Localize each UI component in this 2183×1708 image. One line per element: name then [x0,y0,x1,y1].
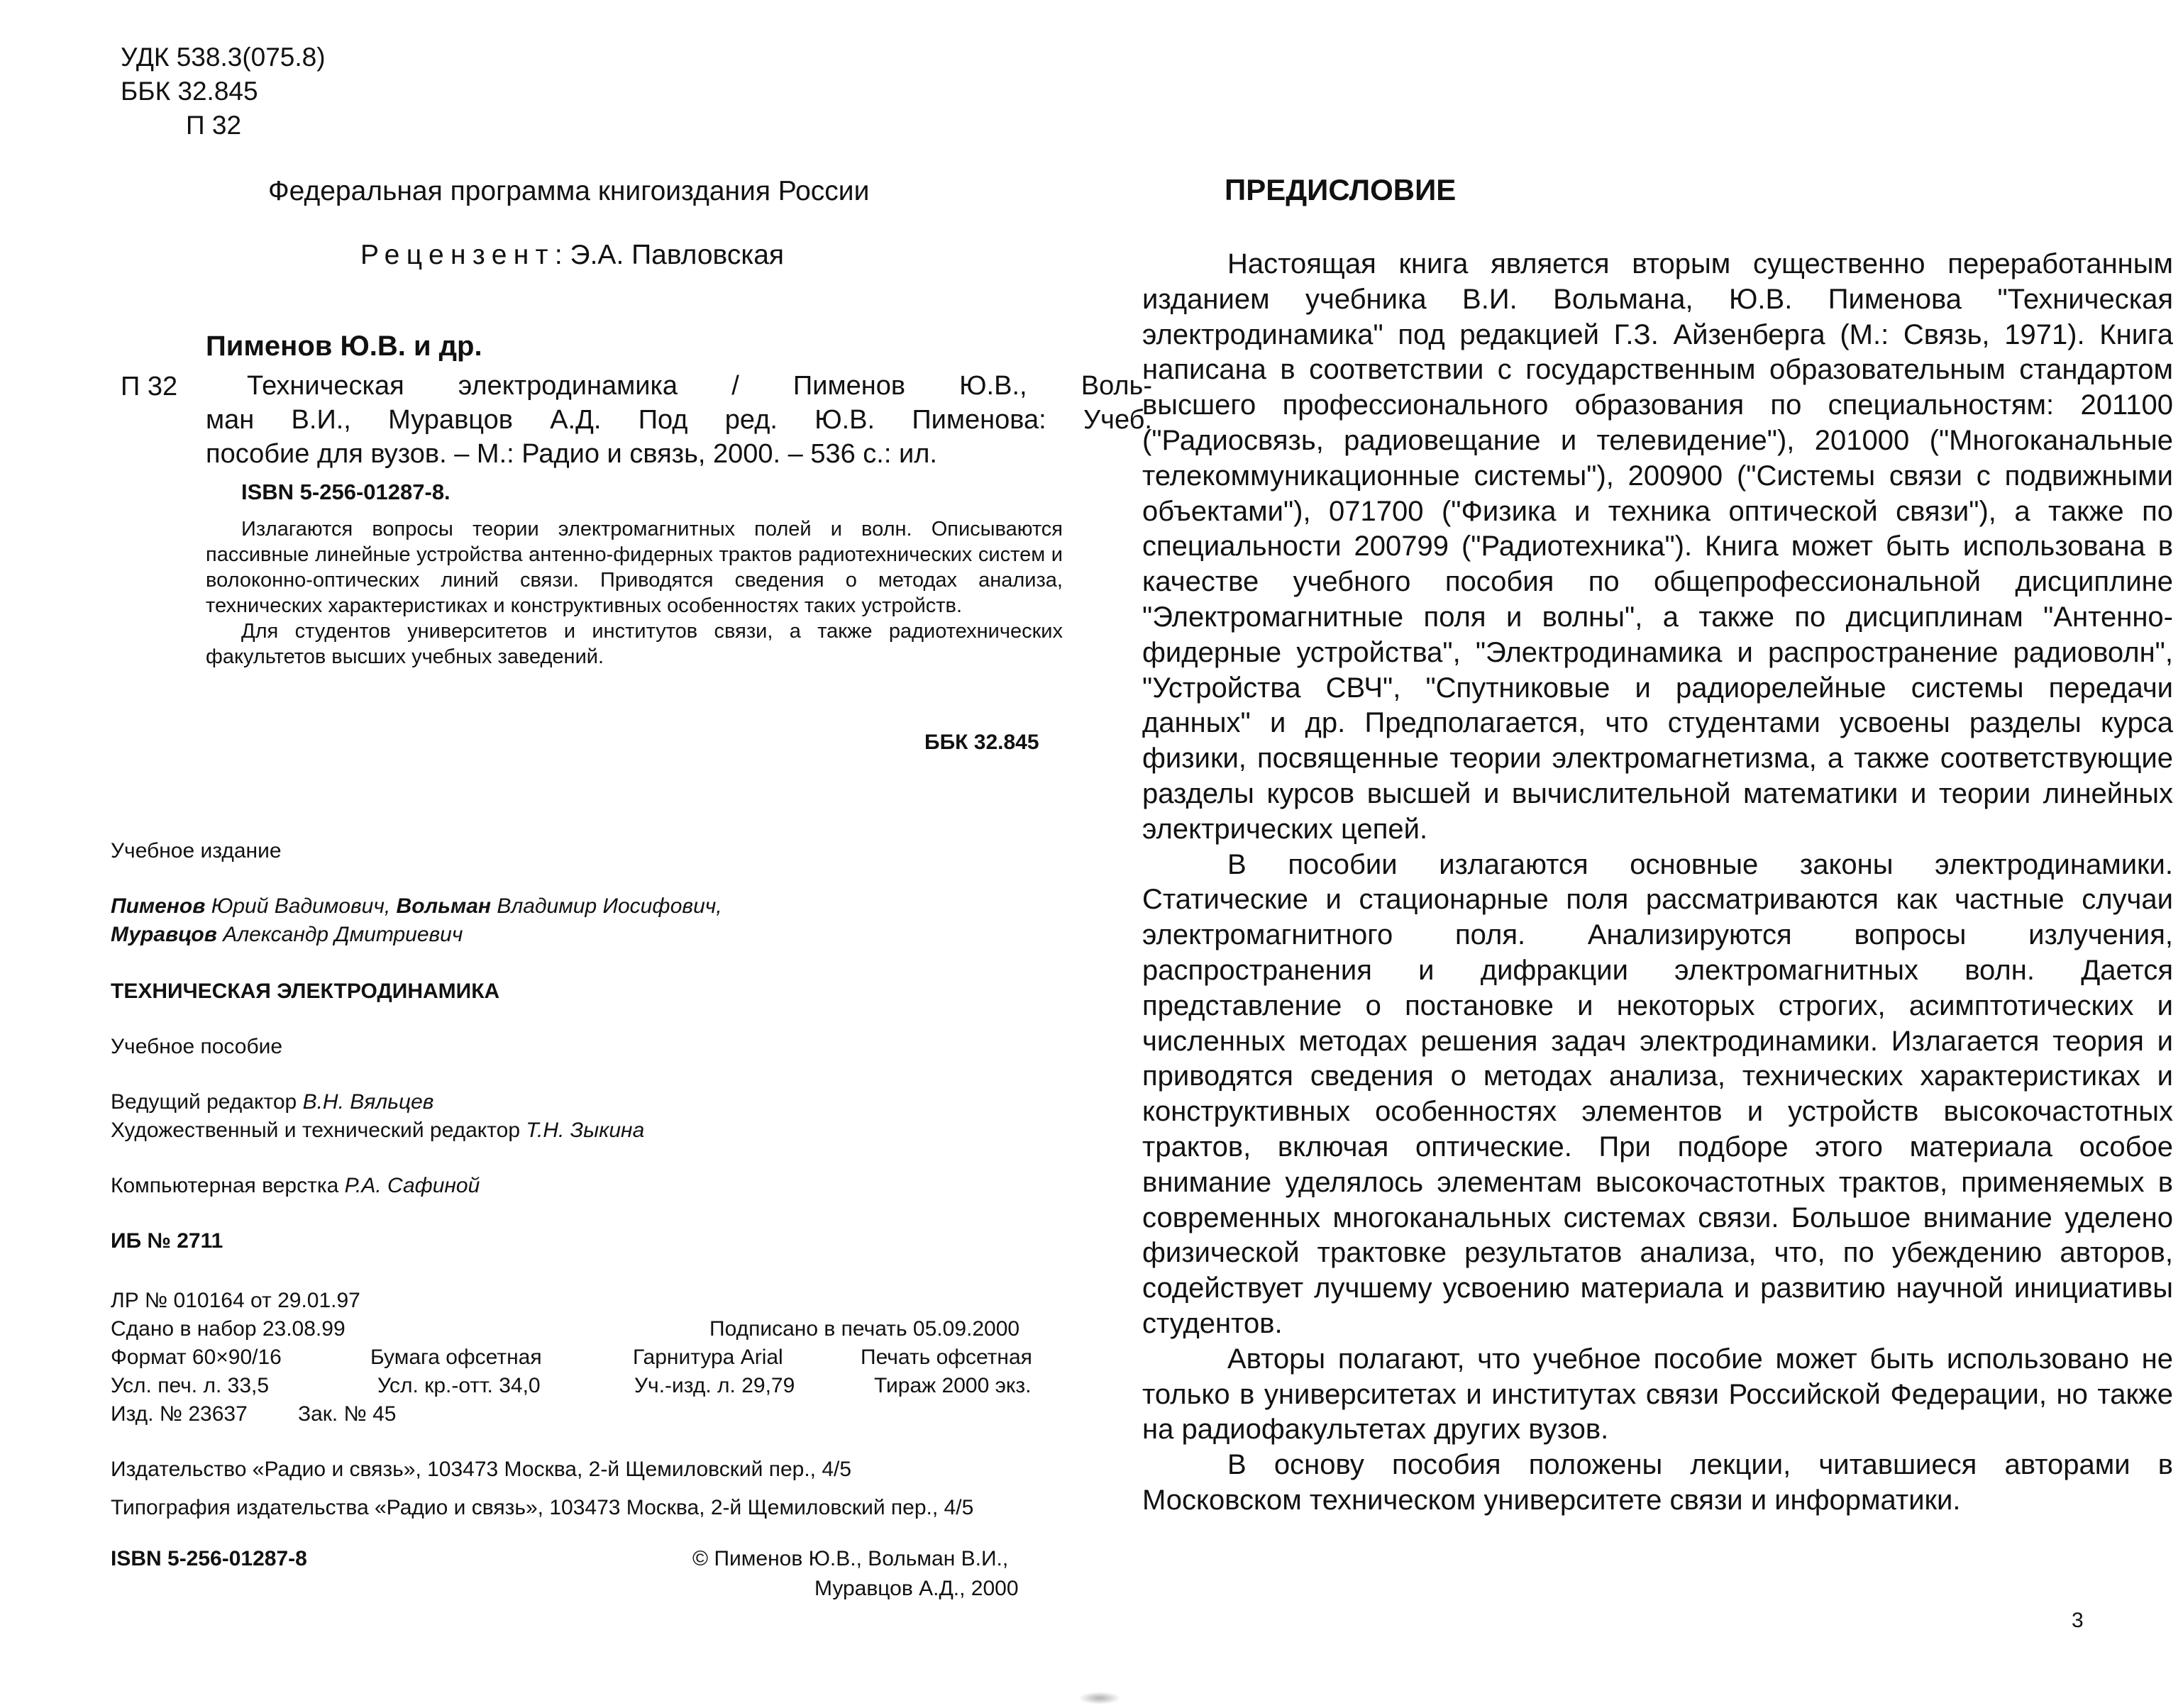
bbk-bottom: ББК 32.845 [924,731,1039,754]
author-last-name: Муравцов [111,923,217,946]
author-last-name: Вольман [396,894,491,918]
reviewer-name: : Э.А. Павловская [554,240,785,270]
usl-pech: Усл. печ. л. 33,5 [111,1374,270,1397]
abstract-paragraph: Излагаются вопросы теории электромагнитных полей и волн. Описываются пассивные линейные устройства антенно-фидерных трактов радиотехнических систем и волоконно-оптических линий связи. Приводятся сведения о методах анализа, технических характеристиках и конструктивных особенностях таких устройств. [206,518,1063,617]
udk-code: УДК 538.3(075.8) [121,43,326,72]
signed-to-print: Подписано в печать 05.09.2000 [709,1317,1020,1341]
editor-label: Ведущий редактор [111,1090,297,1114]
ib-number: ИБ № 2711 [111,1229,223,1253]
author-first-name: Александр Дмитриевич [223,923,463,946]
art-editor-name: Т.Н. Зыкина [526,1119,645,1142]
book-title: ТЕХНИЧЕСКАЯ ЭЛЕКТРОДИНАМИКА [111,980,500,1003]
right-page [1093,0,2183,1708]
uch-izd: Уч.-изд. л. 29,79 [634,1374,795,1397]
art-editor-label: Художественный и технический редактор [111,1119,521,1142]
izd-number: Изд. № 23637 [111,1402,248,1426]
scan-smudge [1078,1692,1121,1704]
sent-to-typeset: Сдано в набор 23.08.99 [111,1317,346,1341]
bbk-code: ББК 32.845 [121,77,258,106]
printer-address: Типография издательства «Радио и связь», 103473 Москва, 2-й Щемиловский пер., 4/5 [111,1496,974,1519]
reviewer-label: Рецензент [360,240,555,270]
layout-credit [111,1172,480,1200]
isbn-bottom: ISBN 5-256-01287-8 [111,1547,307,1570]
author-first-name: Владимир Иосифович, [497,894,722,918]
edition-type: Учебное издание [111,839,282,863]
bib-record [206,369,1152,471]
abstract [206,516,1063,670]
copyright-line-2: Муравцов А.Д., 2000 [814,1577,1019,1600]
license-line: ЛР № 010164 от 29.01.97 [111,1289,360,1312]
copyright-line-1: © Пименов Ю.В., Вольман В.И., [692,1547,1009,1570]
preface-paragraph: В основу пособия положены лекции, читавшиеся авторами в Московском техническом университете связи и информатики. [1142,1449,2173,1516]
usl-kr: Усл. кр.-отт. 34,0 [377,1374,541,1397]
preface-paragraph: В пособии излагаются основные законы электродинамики. Статические и стационарные поля рассматриваются как частные случаи электромагнитного поля. Анализируются вопросы излучения, распространения и дифракции электромагнитных волн. Дается представление о постановке и некоторых строгих, асимптотических и численных методах решения задач электродинамики. Излагается теория и приводятся сведения о методах анализа, технических характеристиках и конструктивных особенностях элементов и устройств высокочастотных трактов, включая оптические. При подборе этого материала особое внимание уделялось элементам высокочастотных трактов, применяемых в современных многоканальных системах связи. Большое внимание уделено физической трактовке результатов анализа, что, по убеждению авторов, содействует лучшему усвоению материала и развитию научной инициативы студентов. [1142,848,2173,1339]
book-subtitle: Учебное пособие [111,1035,283,1058]
author-last-name: Пименов [111,894,206,918]
author-first-name: Юрий Вадимович, [211,894,391,918]
bib-code: П 32 [121,372,178,401]
preface-body [1142,247,2173,1519]
layout-name: Р.А. Сафиной [344,1174,480,1197]
order-number: Зак. № 45 [298,1402,397,1426]
preface-title: ПРЕДИСЛОВИЕ [1225,173,1457,206]
print-method: Печать офсетная [861,1346,1032,1369]
art-editor [111,1116,644,1145]
print-run: Тираж 2000 экз. [874,1374,1032,1397]
font-family-note: Гарнитура Arial [633,1346,783,1369]
authors-line-1 [111,892,722,921]
reviewer-line [360,240,784,271]
author-code: П 32 [186,111,242,140]
editor-name: В.Н. Вяльцев [302,1090,434,1114]
bib-line: ман В.И., Муравцов А.Д. Под ред. Ю.В. Пименова: Учеб. [206,405,1152,435]
layout-label: Компьютерная верстка [111,1174,339,1197]
authors-line-2 [111,921,463,949]
format: Формат 60×90/16 [111,1346,282,1369]
lead-editor [111,1088,433,1116]
preface-paragraph: Настоящая книга является вторым существенно переработанным изданием учебника В.И. Вольмана, Ю.В. Пименова "Техническая электродинамика" под редакцией Г.З. Айзенберга (М.: Связь, 1971). Книга написана в соответствии с государственным образовательным стандартом высшего профессионального образования по специальностям: 201100 ("Радиосвязь, радиовещание и телевидение"), 201000 ("Многоканальные телекоммуникационные системы"), 200900 ("Системы связи с подвижными объектами"), 071700 ("Физика и техника оптической связи"), а также по специальности 200799 ("Радиотехника"). Книга может быть использована в качестве учебного пособия по общепрофессиональной дисциплине "Электромагнитные поля и волны", а также по дисциплинам "Антенно-фидерные устройства", "Электродинамика и распространение радиоволн", "Устройства СВЧ", "Спутниковые и радиорелейные системы передачи данных" и др. Предполагается, что студентами усвоены разделы курса физики, посвященные теории электромагнетизма, а также соответствующие разделы курсов высшей и вычислительной математики и теории линейных электрических цепей. [1142,248,2173,845]
federal-program: Федеральная программа книгоиздания России [268,176,870,206]
bib-authors: Пименов Ю.В. и др. [206,331,482,362]
preface-paragraph: Авторы полагают, что учебное пособие может быть использовано не только в университетах и институтах связи Российской Федерации, но также на радиофакультетах других вузов. [1142,1343,2173,1446]
abstract-paragraph: Для студентов университетов и институтов связи, а также радиотехнических факультетов высших учебных заведений. [206,620,1063,668]
page-number: 3 [2072,1609,2084,1632]
bib-line: Техническая электродинамика / Пименов Ю.В., Воль- [247,371,1152,401]
bib-isbn: ISBN 5-256-01287-8. [241,479,451,504]
publisher-address: Издательство «Радио и связь», 103473 Москва, 2-й Щемиловский пер., 4/5 [111,1458,852,1481]
paper: Бумага офсетная [370,1346,542,1369]
bib-line: пособие для вузов. – М.: Радио и связь, 2000. – 536 с.: ил. [206,439,937,469]
